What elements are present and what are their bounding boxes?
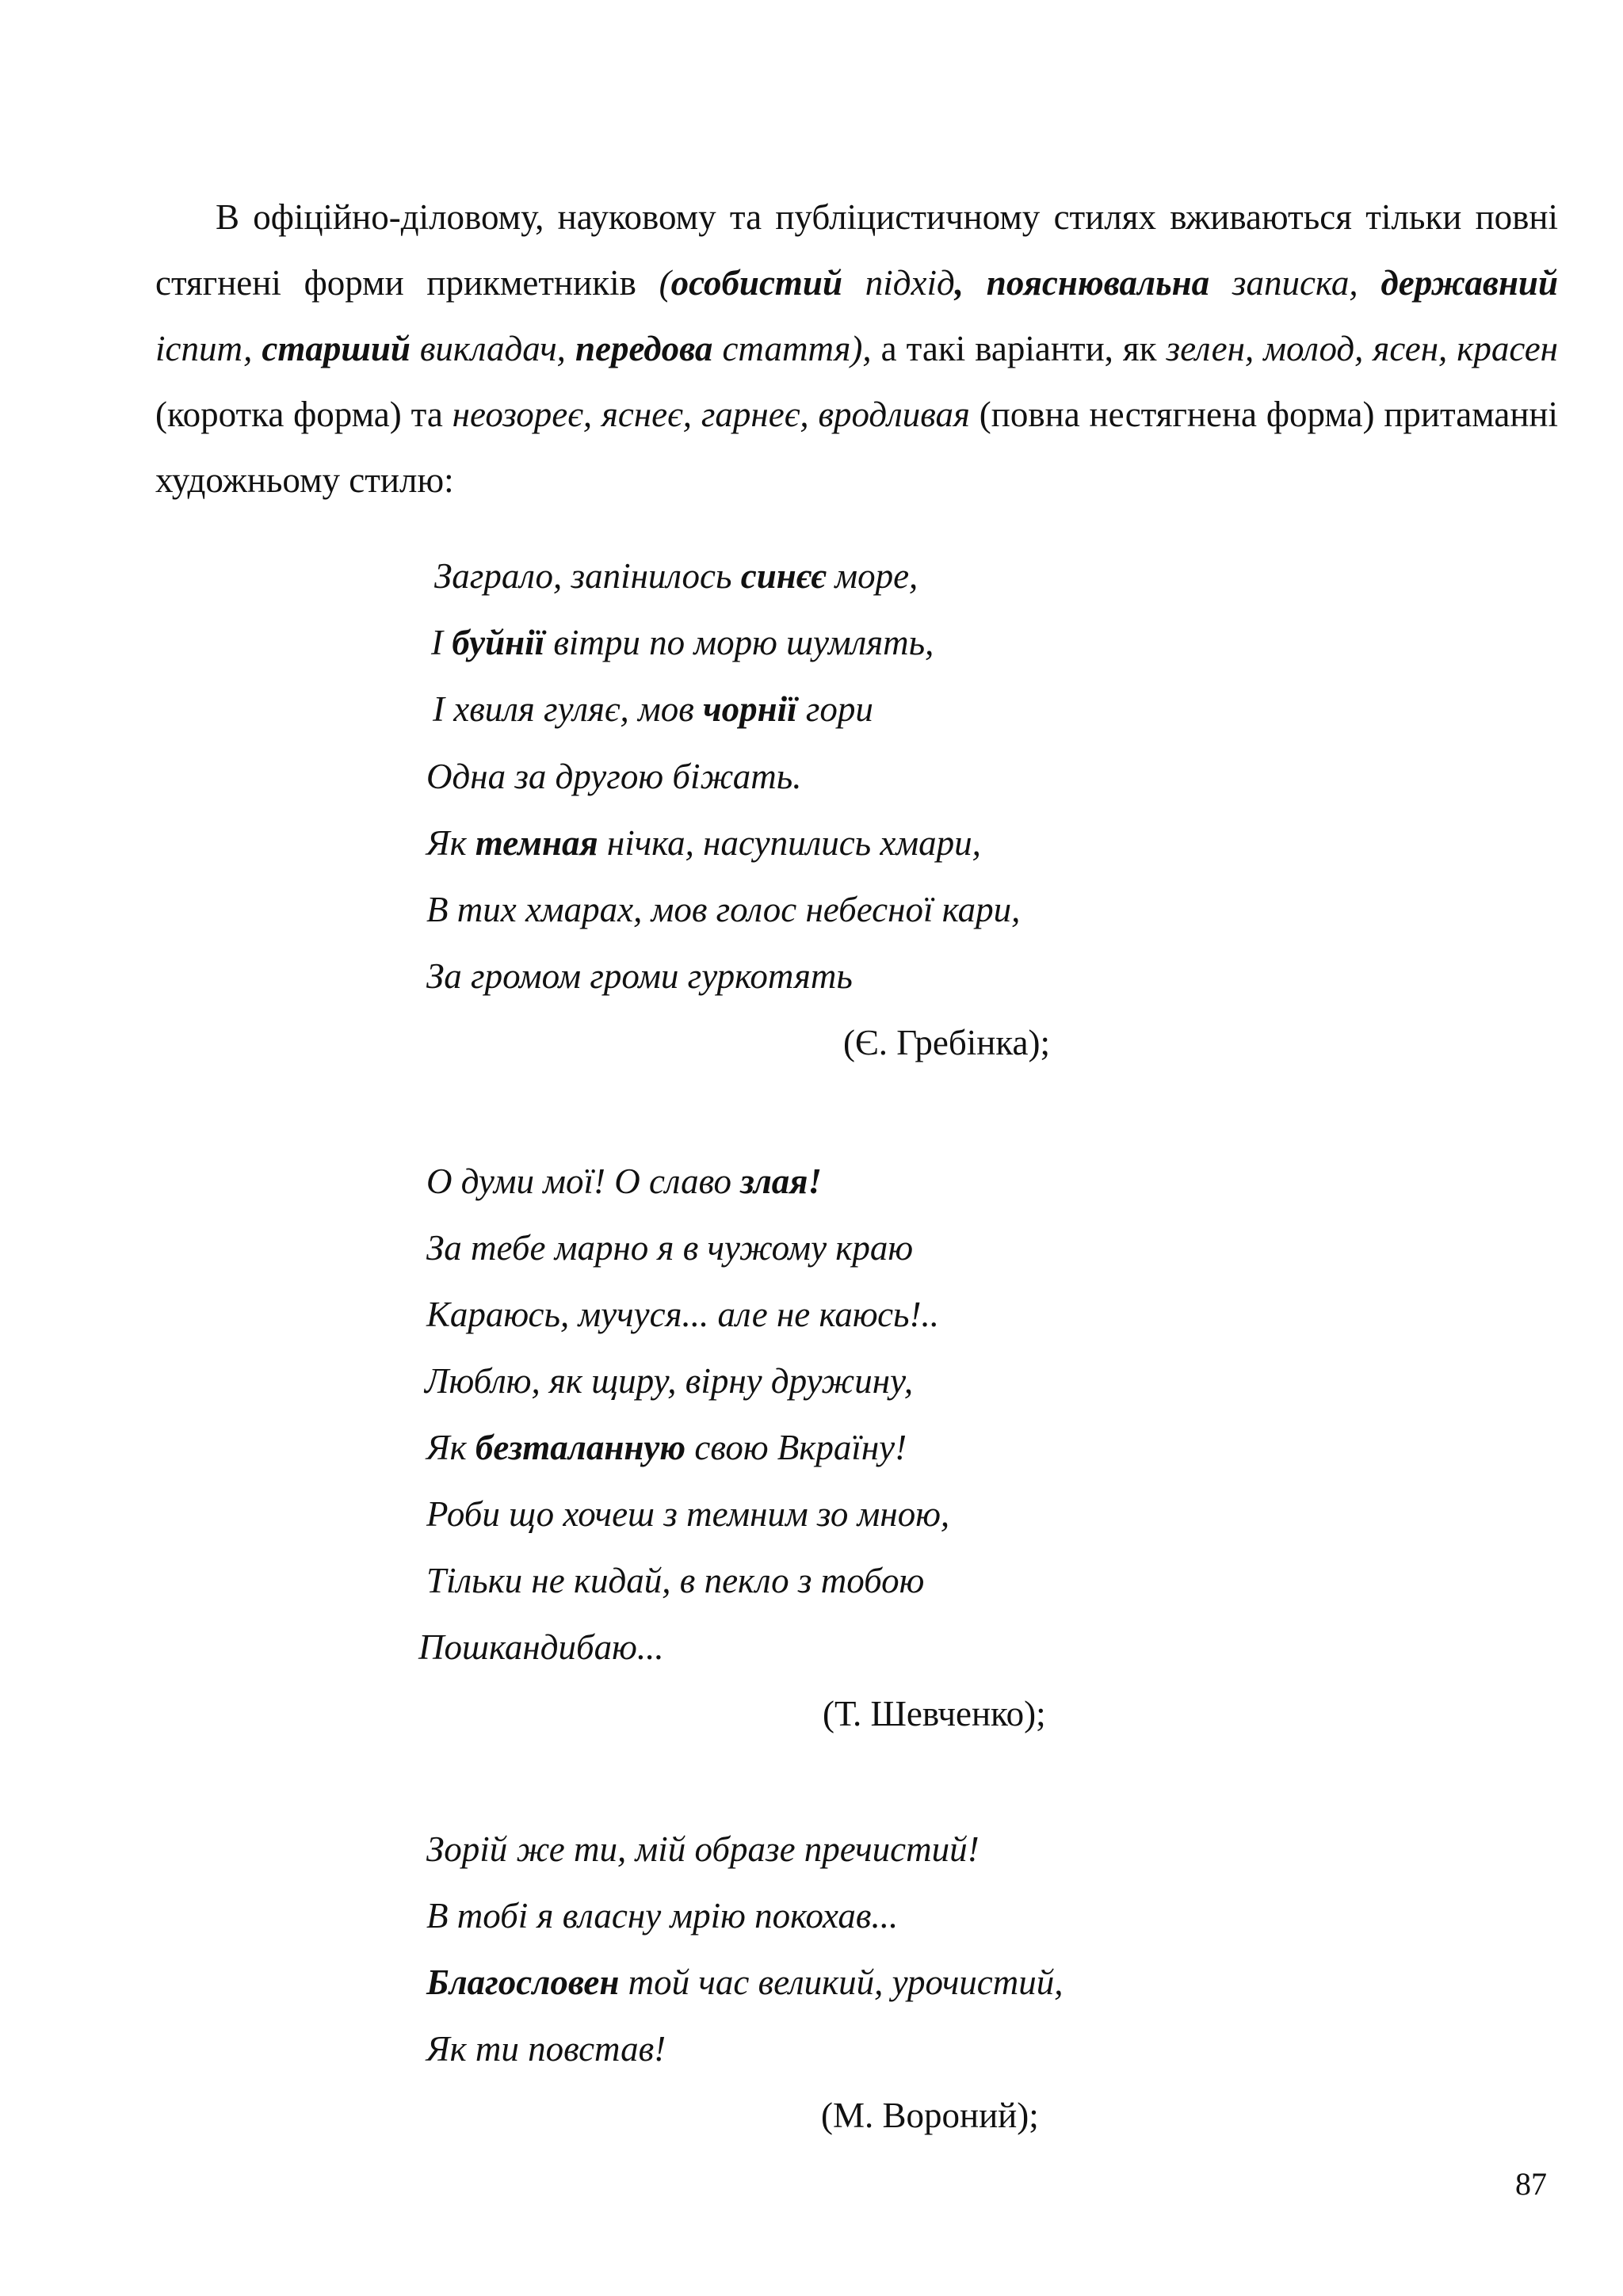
example-text: підхід <box>842 263 955 303</box>
poem-line: Одна за другою біжать. <box>426 757 802 796</box>
poem-line: І буйнії вітри по морю шумлять, <box>431 623 934 662</box>
poem-line: Роби що хочеш з темним зо мною, <box>426 1494 950 1534</box>
poem-line: В тих хмарах, мов голос небесної кари, <box>426 890 1021 929</box>
poem-attribution: (Є. Гребінка); <box>843 1023 1050 1062</box>
poem-line: Як ти повстав! <box>426 2029 666 2069</box>
example-bold-word: особистий <box>670 263 842 303</box>
intro-text: а такі варіанти, як <box>871 329 1167 368</box>
highlighted-adjective: чорнії <box>703 689 797 729</box>
full-form-examples: неозореє, яснеє, гарнеє, вродливая <box>452 395 970 434</box>
poem-line: За громом громи гуркотять <box>426 956 853 996</box>
intro-text: (повна нестягнена форма) притаманні художньому стилю: <box>155 395 1558 500</box>
poem-line: І хвиля гуляє, мов чорнії гори <box>433 689 873 729</box>
poem-line: Як темная нічка, насупились хмари, <box>426 823 981 863</box>
page-number: 87 <box>1515 2166 1547 2202</box>
highlighted-adjective: синєє <box>740 556 827 596</box>
poem-line: Зорій же ти, мій образе пречистий! <box>426 1829 980 1869</box>
highlighted-adjective: Благословен <box>426 1962 620 2002</box>
poem-attribution: (М. Вороний); <box>821 2096 1039 2135</box>
short-form-examples: зелен, молод, ясен, красен <box>1166 329 1559 368</box>
poem-attribution: (Т. Шевченко); <box>823 1694 1046 1733</box>
poem-line: Заграло, запінилось синєє море, <box>434 556 918 596</box>
example-open-paren: ( <box>659 263 671 303</box>
highlighted-adjective: злая! <box>740 1161 823 1201</box>
example-bold-word: державний <box>1381 263 1558 303</box>
poem-line: За тебе марно я в чужому краю <box>426 1228 914 1268</box>
poem-line: О думи мої! О славо злая! <box>426 1161 823 1201</box>
poem-line: Караюсь, мучуся... але не каюсь!.. <box>426 1295 940 1334</box>
poem-line: Як безталанную свою Вкраїну! <box>426 1428 907 1467</box>
example-text: викладач, <box>410 329 575 368</box>
poem-line: В тобі я власну мрію покохав... <box>426 1896 899 1936</box>
highlighted-adjective: темная <box>475 823 598 863</box>
highlighted-adjective: безталанную <box>475 1428 686 1467</box>
highlighted-adjective: буйнії <box>452 623 545 662</box>
example-bold-word: старший <box>262 329 411 368</box>
poem-line: Тільки не кидай, в пекло з тобою <box>426 1561 925 1600</box>
intro-text: (коротка форма) та <box>155 395 453 434</box>
poem-line: Благословен той час великий, урочистий, <box>426 1962 1064 2002</box>
example-text: стаття), <box>712 329 872 368</box>
example-bold-word: , пояснювальна <box>954 263 1210 303</box>
poem-line: Люблю, як щиру, вірну дружину, <box>425 1361 914 1401</box>
poem-line: Пошкандибаю... <box>418 1627 664 1667</box>
intro-paragraph <box>155 185 1558 513</box>
example-bold-word: передова <box>575 329 713 368</box>
example-text: іспит, <box>155 329 262 368</box>
intro-text: В офіційно-діловому, науковому та публіцистичному стилях вживаються тільки повні стягнені форми прикметників <box>155 197 1558 303</box>
example-text: записка, <box>1209 263 1381 303</box>
